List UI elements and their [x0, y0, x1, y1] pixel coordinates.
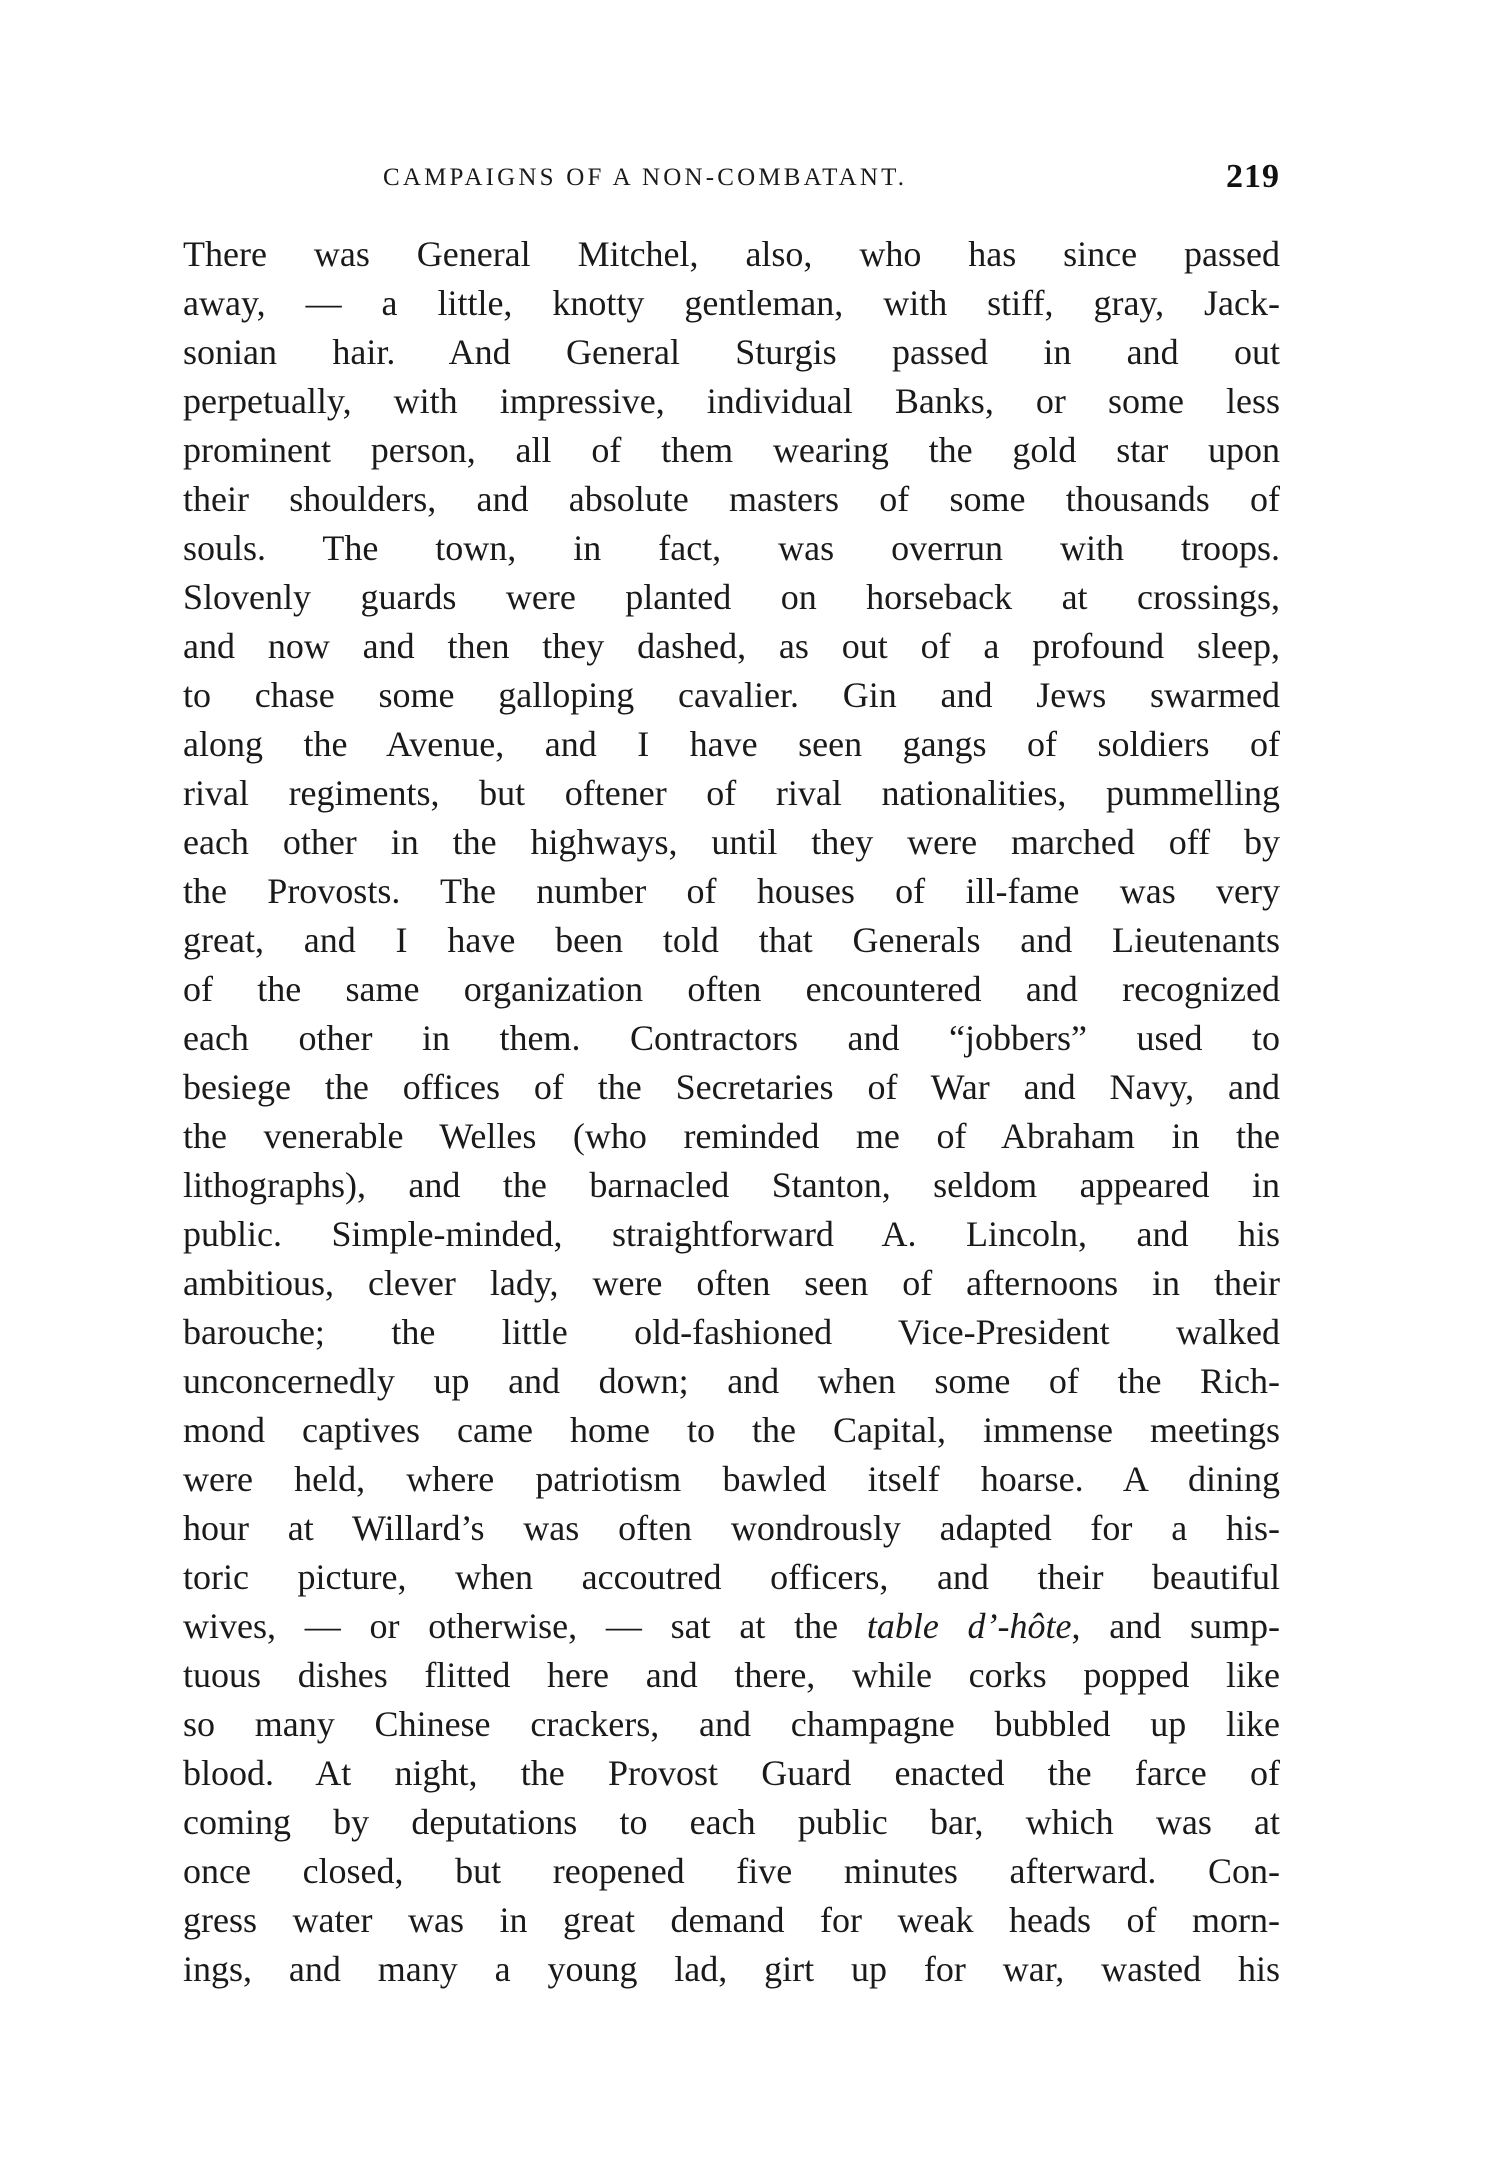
text-line: each other in them. Contractors and “jobbers” used to: [183, 1018, 1280, 1058]
text-line: their shoulders, and absolute masters of some thousands of: [183, 479, 1280, 519]
text-line: rival regiments, but oftener of rival nationalities, pummelling: [183, 773, 1280, 813]
text-line: ambitious, clever lady, were often seen of afternoons in their: [183, 1263, 1280, 1303]
text-line: the venerable Welles (who reminded me of Abraham in the: [183, 1116, 1280, 1156]
text-line: were held, where patriotism bawled itself hoarse. A dining: [183, 1459, 1280, 1499]
text-line: tuous dishes flitted here and there, while corks popped like: [183, 1655, 1280, 1695]
running-title: CAMPAIGNS OF A NON-COMBATANT.: [383, 164, 908, 191]
text-line: Slovenly guards were planted on horseback at crossings,: [183, 577, 1280, 617]
text-line: There was General Mitchel, also, who has since passed: [183, 234, 1280, 274]
page-number: 219: [1226, 158, 1280, 195]
text-line: once closed, but reopened five minutes afterward. Con-: [183, 1851, 1280, 1891]
text-line: besiege the offices of the Secretaries of War and Navy, and: [183, 1067, 1280, 1107]
text-line: toric picture, when accoutred officers, and their beautiful: [183, 1557, 1280, 1597]
text-line-italic: [183, 1602, 1280, 1651]
text-line: great, and I have been told that Generals and Lieutenants: [183, 920, 1280, 960]
text-line: and now and then they dashed, as out of a profound sleep,: [183, 626, 1280, 666]
text-line: lithographs), and the barnacled Stanton, seldom appeared in: [183, 1165, 1280, 1205]
running-head: [183, 160, 1280, 200]
italic-phrase: table d’-hôte: [866, 1606, 1072, 1646]
text-before-italic: wives, — or otherwise, — sat at the: [183, 1606, 867, 1646]
text-line: along the Avenue, and I have seen gangs of soldiers of: [183, 724, 1280, 764]
text-line: of the same organization often encountered and recognized: [183, 969, 1280, 1009]
text-line: coming by deputations to each public bar, which was at: [183, 1802, 1280, 1842]
text-line: sonian hair. And General Sturgis passed in and out: [183, 332, 1280, 372]
text-line: prominent person, all of them wearing the gold star upon: [183, 430, 1280, 470]
text-line: each other in the highways, until they were marched off by: [183, 822, 1280, 862]
text-line: public. Simple-minded, straightforward A. Lincoln, and his: [183, 1214, 1280, 1254]
text-line: souls. The town, in fact, was overrun with troops.: [183, 528, 1280, 568]
text-line: hour at Willard’s was often wondrously adapted for a his-: [183, 1508, 1280, 1548]
text-line: barouche; the little old-fashioned Vice-President walked: [183, 1312, 1280, 1352]
text-line: ings, and many a young lad, girt up for war, wasted his: [183, 1949, 1280, 1989]
text-line: the Provosts. The number of houses of ill-fame was very: [183, 871, 1280, 911]
text-line: perpetually, with impressive, individual Banks, or some less: [183, 381, 1280, 421]
text-line: mond captives came home to the Capital, immense meetings: [183, 1410, 1280, 1450]
text-line: blood. At night, the Provost Guard enacted the farce of: [183, 1753, 1280, 1793]
text-line: unconcernedly up and down; and when some of the Rich-: [183, 1361, 1280, 1401]
body-text: [183, 230, 1280, 1994]
text-line: so many Chinese crackers, and champagne bubbled up like: [183, 1704, 1280, 1744]
text-line: gress water was in great demand for weak heads of morn-: [183, 1900, 1280, 1940]
text-line: away, — a little, knotty gentleman, with stiff, gray, Jack-: [183, 283, 1280, 323]
text-line: to chase some galloping cavalier. Gin and Jews swarmed: [183, 675, 1280, 715]
text-after-italic: , and sump-: [1071, 1606, 1280, 1646]
